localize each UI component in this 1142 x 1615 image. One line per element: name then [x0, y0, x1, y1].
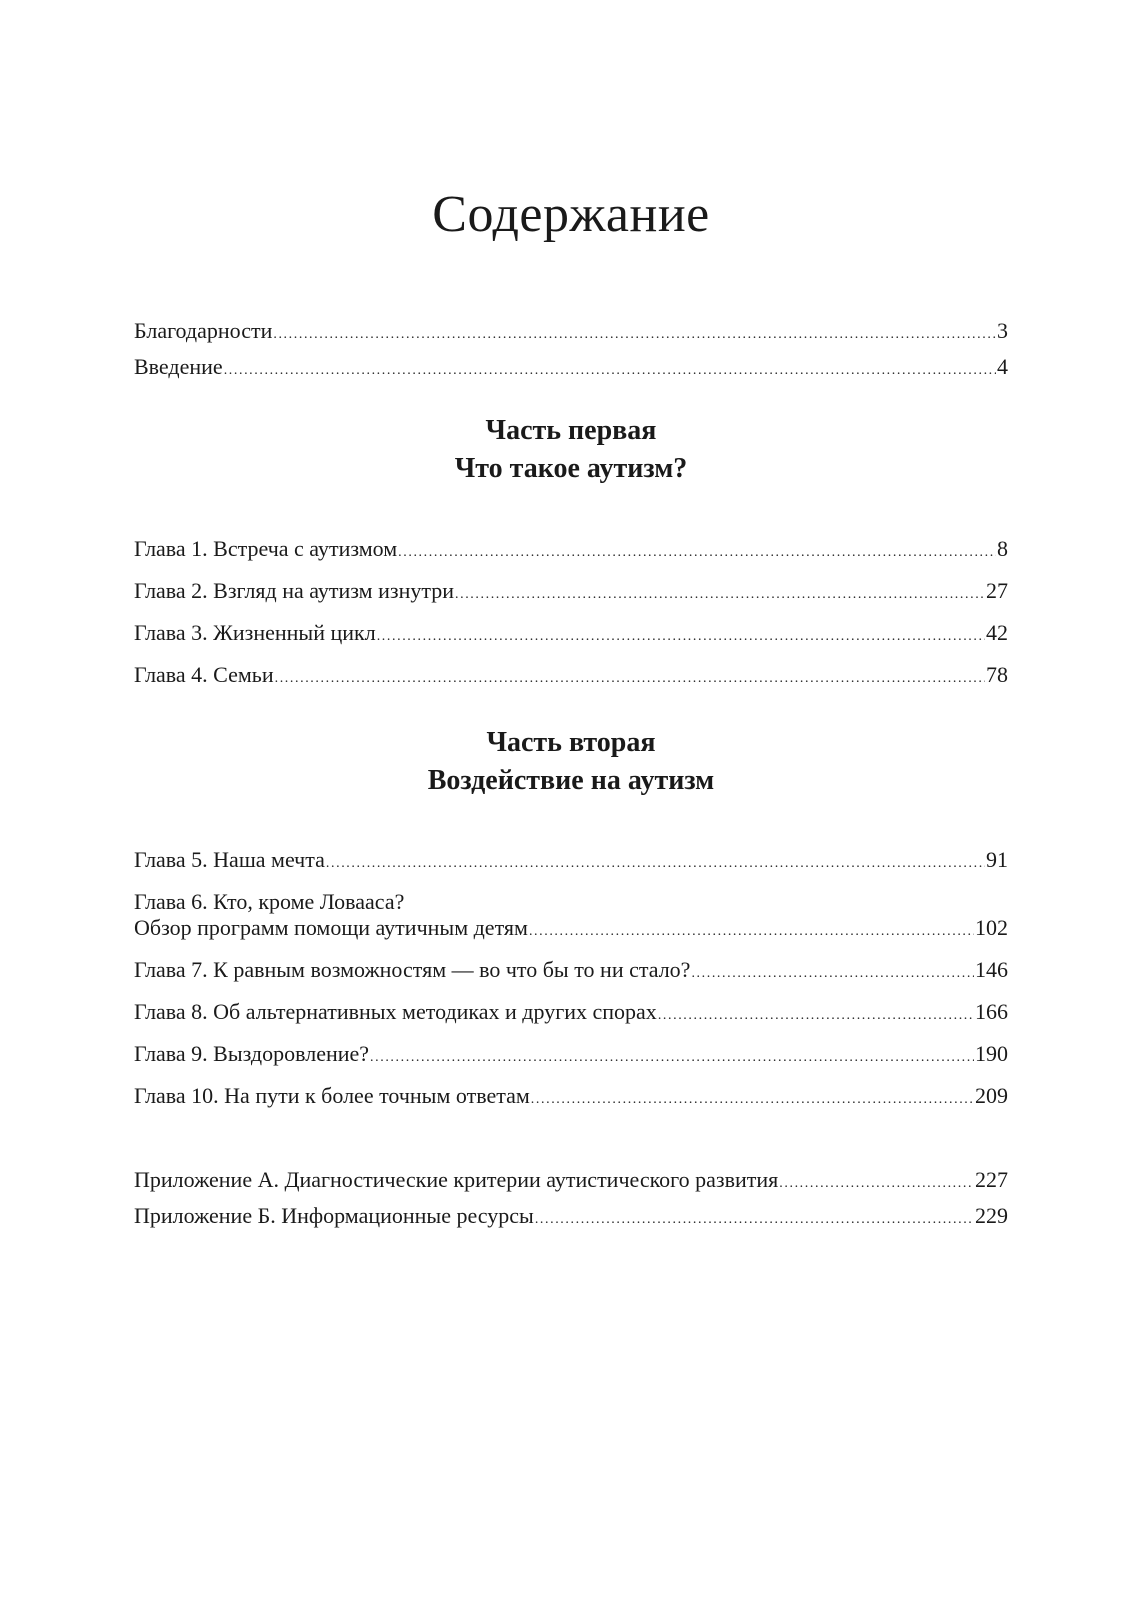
dot-leader: [779, 1171, 974, 1197]
dot-leader: [455, 582, 985, 608]
toc-entry-page: 42: [986, 620, 1008, 645]
toc-entry-chapter-9[interactable]: [134, 1041, 1008, 1067]
toc-entry-page: 102: [975, 915, 1008, 940]
toc-entry-page: 166: [975, 999, 1008, 1024]
toc-entry-label: Глава 9. Выздоровление?: [134, 1041, 370, 1066]
dot-leader: [273, 322, 996, 348]
dot-leader: [658, 1003, 974, 1029]
part-title: Часть первая: [485, 415, 657, 446]
toc-entry-label: Глава 7. К равным возможностям — во что бы то ни стало?: [134, 957, 691, 982]
toc-entry-page: 27: [986, 578, 1008, 603]
dot-leader: [377, 624, 985, 650]
toc-entry-page: 190: [975, 1041, 1008, 1066]
toc-entry-page: 227: [975, 1167, 1008, 1192]
toc-entry-introduction[interactable]: [134, 354, 1008, 380]
toc-entry-chapter-7[interactable]: [134, 957, 1008, 983]
toc-entry-chapter-1[interactable]: [134, 536, 1008, 562]
toc-entry-label: Глава 2. Взгляд на аутизм изнутри: [134, 578, 454, 603]
toc-entry-page: 4: [997, 354, 1008, 379]
toc-entry-page: 209: [975, 1083, 1008, 1108]
page-title: Содержание: [432, 185, 710, 243]
toc-entry-label: Глава 8. Об альтернативных методиках и других спорах: [134, 999, 657, 1024]
part-subtitle: Воздействие на аутизм: [427, 765, 715, 796]
toc-entry-chapter-5[interactable]: [134, 847, 1008, 873]
toc-entry-label: Глава 1. Встреча с аутизмом: [134, 536, 398, 561]
toc-entry-label: Глава 5. Наша мечта: [134, 847, 325, 872]
toc-entry-chapter-3[interactable]: [134, 620, 1008, 646]
dot-leader: [275, 666, 985, 692]
toc-entry-label: Глава 10. На пути к более точным ответам: [134, 1083, 530, 1108]
part-two-chapter-list: [134, 847, 1008, 1109]
toc-entry-page: 91: [986, 847, 1008, 872]
appendix-list: [134, 1167, 1008, 1229]
part-one-chapter-list: [134, 536, 1008, 688]
toc-entry-label: Глава 3. Жизненный цикл: [134, 620, 376, 645]
dot-leader: [535, 1207, 974, 1233]
toc-entry-page: 229: [975, 1203, 1008, 1228]
toc-entry-label: Глава 4. Семьи: [134, 662, 274, 687]
toc-entry-page: 3: [997, 318, 1008, 343]
part-one-heading: [0, 412, 1142, 488]
front-matter-list: [134, 318, 1008, 380]
toc-entry-label: Приложение А. Диагностические критерии аутистического развития: [134, 1167, 779, 1192]
part-title: Часть вторая: [486, 727, 656, 758]
dot-leader: [529, 919, 974, 945]
dot-leader: [224, 358, 996, 384]
toc-entry-chapter-8[interactable]: [134, 999, 1008, 1025]
toc-entry-page: 78: [986, 662, 1008, 687]
toc-entry-label: Благодарности: [134, 318, 273, 343]
toc-entry-page: 146: [975, 957, 1008, 982]
toc-entry-appendix-b[interactable]: [134, 1203, 1008, 1229]
part-two-heading: [0, 724, 1142, 800]
part-subtitle: Что такое аутизм?: [454, 453, 688, 484]
toc-entry-appendix-a[interactable]: [134, 1167, 1008, 1193]
toc-entry-chapter-6[interactable]: [134, 889, 1008, 941]
dot-leader: [398, 540, 996, 566]
toc-entry-page: 8: [997, 536, 1008, 561]
toc-entry-label: Приложение Б. Информационные ресурсы: [134, 1203, 534, 1228]
dot-leader: [370, 1045, 974, 1071]
dot-leader: [326, 851, 985, 877]
toc-entry-acknowledgements[interactable]: [134, 318, 1008, 344]
toc-entry-label-line1: Глава 6. Кто, кроме Ловааса?: [134, 889, 405, 914]
toc-entry-label: Обзор программ помощи аутичным детям: [134, 915, 528, 940]
dot-leader: [531, 1087, 974, 1113]
toc-entry-chapter-2[interactable]: [134, 578, 1008, 604]
toc-entry-chapter-4[interactable]: [134, 662, 1008, 688]
toc-entry-label: Введение: [134, 354, 223, 379]
dot-leader: [691, 961, 974, 987]
toc-entry-chapter-10[interactable]: [134, 1083, 1008, 1109]
